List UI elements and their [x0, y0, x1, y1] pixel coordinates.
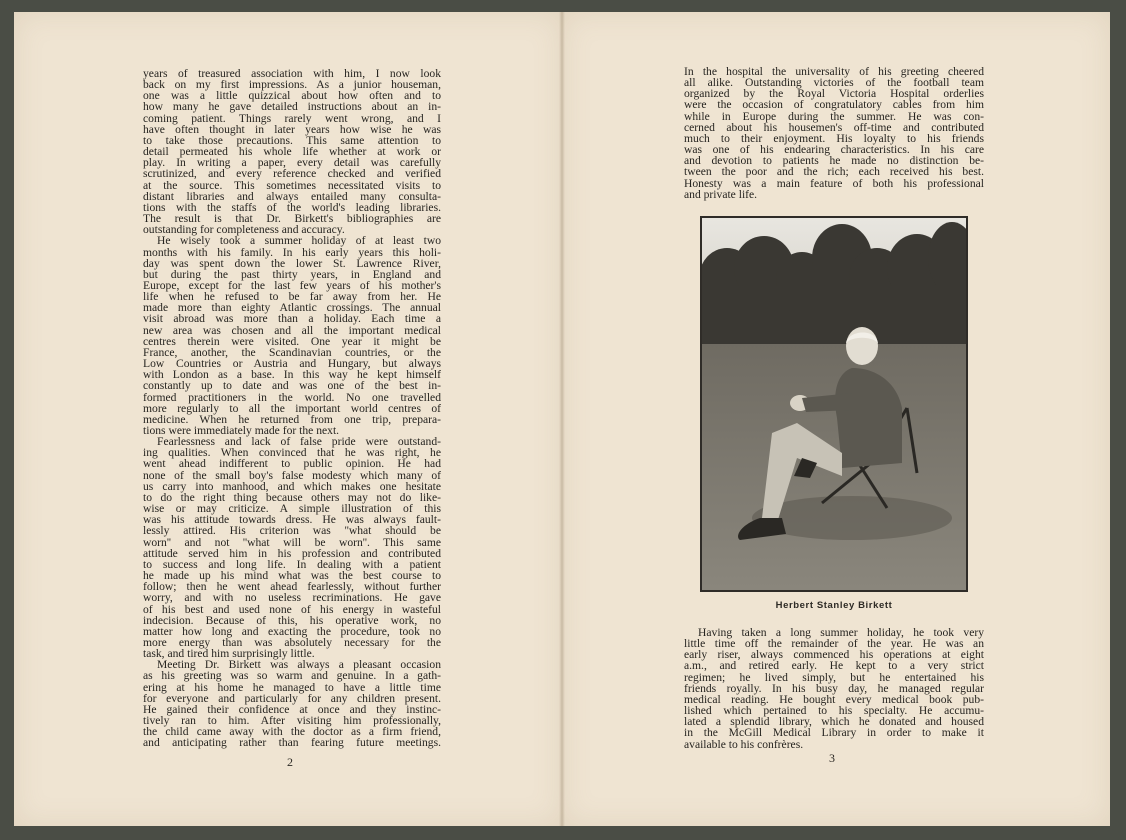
- text-line: coming patient. Things rarely went wrong, and I: [143, 111, 441, 125]
- portrait-photo-drawing: [702, 218, 966, 590]
- text-line: lished which pertained to his specialty. He accumu-: [684, 704, 984, 718]
- text-line: tions with the staffs of the world's leading libraries.: [143, 200, 441, 214]
- text-line: a.m., and retired early. He kept to a very strict: [684, 659, 984, 673]
- text-line: Honesty was a main feature of both his professional: [684, 176, 984, 190]
- text-line: scrutinized, and every reference checked and verified: [143, 167, 441, 181]
- text-line: ering at his home he managed to have a little time: [143, 680, 441, 694]
- left-page-number: 2: [287, 755, 293, 769]
- text-line: one was a little quizzical about how often and to: [143, 89, 441, 103]
- text-line: all alike. Outstanding victories of the football team: [684, 76, 984, 90]
- text-line: He gained their confidence at once and they instinc-: [143, 702, 441, 716]
- text-line: and private life.: [684, 187, 758, 201]
- text-line: organized by the Royal Victoria Hospital orderlies: [684, 87, 984, 101]
- text-line: medical reading. He bought every medical book pub-: [684, 692, 984, 706]
- text-line: visit abroad was more than a holiday. Each time a: [143, 312, 441, 326]
- text-line: ing qualities. When convinced that he was right, he: [143, 446, 441, 460]
- text-line: but during the past thirty years, in England and: [143, 267, 441, 281]
- text-line: and devotion to patients he made no distinction be-: [684, 154, 984, 168]
- text-line: and anticipating rather than fearing future meetings.: [143, 736, 441, 750]
- text-line: went ahead indifferent to public opinion. He had: [143, 457, 441, 471]
- text-line: Having taken a long summer holiday, he took very: [698, 626, 984, 639]
- text-line: play. In writing a paper, every detail was carefully: [143, 156, 441, 170]
- text-line: Europe, except for the last few years of his mother's: [143, 278, 441, 292]
- text-line: tween the poor and the rich; each received his best.: [684, 165, 984, 179]
- text-line: day was spent down the lower St. Lawrence River,: [143, 256, 441, 270]
- text-line: with London as a base. In this way he kept himself: [143, 368, 441, 382]
- text-line: lated a splendid library, which he donated and housed: [684, 715, 984, 729]
- text-line: to take those precautions. This same attention to: [143, 133, 441, 147]
- text-line: cerned about his housemen's off-time and contributed: [684, 120, 984, 134]
- text-line: back on my first impressions. As a junior houseman,: [143, 78, 441, 92]
- text-line: for everyone and particularly for any children present.: [143, 691, 441, 705]
- text-line: more regularly to all the important world centres of: [143, 401, 441, 415]
- text-line: much to their enjoyment. His loyalty to his friends: [684, 131, 984, 145]
- text-line: indecision. Because of this, his operative work, no: [143, 613, 441, 627]
- left-text-column: [143, 68, 441, 749]
- text-line: have often thought in later years how wise he was: [143, 122, 441, 136]
- text-line: outstanding for completeness and accuracy.: [143, 223, 345, 237]
- text-line: regimen; he lived simply, but he entertained his: [684, 670, 984, 684]
- text-line: detail permeated his whole life whether at work or: [143, 145, 441, 159]
- text-line: formed practitioners in the world. No one travelled: [143, 390, 441, 404]
- text-line: was one of his endearing characteristics. In his care: [684, 143, 984, 157]
- text-line: were the occasion of congratulatory cables from him: [684, 98, 984, 112]
- text-line: constantly up to date and was one of the best in-: [143, 379, 441, 393]
- text-line: Meeting Dr. Birkett was always a pleasant occasion: [157, 658, 441, 672]
- right-page-number: 3: [829, 751, 835, 765]
- text-line: available to his confrères.: [684, 737, 804, 751]
- text-line: friends royally. In his busy day, he managed regular: [684, 681, 984, 695]
- text-line: worn'' and not ''what will be worn''. This same: [143, 535, 441, 549]
- text-line: of his best and used none of his energy in wasteful: [143, 602, 441, 616]
- text-line: us carry into manhood, and which makes one hesitate: [143, 479, 441, 493]
- text-line: as his greeting was so warm and genuine. In a gath-: [143, 669, 441, 683]
- text-line: tions were immediately made for the next.: [143, 424, 340, 437]
- text-line: to do the right thing because others may not do like-: [143, 490, 441, 504]
- text-line: France, another, the Scandinavian countries, or the: [143, 345, 441, 359]
- text-line: none of the small boy's false modesty which many of: [143, 468, 441, 482]
- text-line: life when he refused to be far away from her. He: [143, 290, 441, 304]
- text-line: wise or may criticize. A simple illustration of this: [143, 502, 441, 516]
- text-line: attitude served him in his profession and contributed: [143, 546, 441, 560]
- text-line: to success and long life. In dealing with a patient: [143, 557, 441, 571]
- text-line: task, and tired him surprisingly little.: [143, 647, 315, 661]
- text-line: was his attitude towards dress. He was always fault-: [143, 513, 441, 527]
- text-line: how many he gave detailed instructions about an in-: [143, 100, 441, 114]
- text-line: years of treasured association with him, I now look: [143, 67, 441, 80]
- text-line: worry, and with no useless recriminations. He gave: [143, 591, 441, 605]
- text-line: the child came away with the doctor as a firm friend,: [143, 725, 441, 739]
- text-line: centres therein were visited. One year it might be: [143, 334, 441, 348]
- text-line: Fearlessness and lack of false pride were outstand-: [157, 435, 441, 449]
- text-line: tively ran to him. After visiting him professionally,: [143, 714, 441, 728]
- portrait-photo: [700, 216, 968, 592]
- text-line: in the McGill Medical Library in order to make it: [684, 726, 984, 740]
- text-line: He wisely took a summer holiday of at least two: [157, 234, 441, 248]
- text-line: more energy than was absolutely necessary for the: [143, 635, 441, 649]
- text-line: matter how long and exacting the procedure, took no: [143, 624, 441, 638]
- text-line: In the hospital the universality of his greeting cheered: [684, 65, 984, 78]
- text-line: new area was chosen and all the important medical: [143, 323, 441, 337]
- text-line: lessly attired. His criterion was ''what should be: [143, 524, 441, 538]
- text-line: early riser, always commenced his operations at eight: [684, 648, 984, 662]
- text-line: he made up his mind what was the best course to: [143, 569, 441, 583]
- text-line: made more than eighty Atlantic crossings. The annual: [143, 301, 441, 315]
- right-text-bottom: [684, 627, 984, 750]
- text-line: little time off the remainder of the year. He was an: [684, 637, 984, 651]
- text-line: follow; then he went ahead fearlessly, without further: [143, 580, 441, 594]
- text-line: at the source. This sometimes necessitated visits to: [143, 178, 441, 192]
- text-line: The result is that Dr. Birkett's bibliographies are: [143, 212, 441, 226]
- text-line: while in Europe during the summer. He was con-: [684, 109, 984, 123]
- text-line: medicine. When he returned from one trip, prepara-: [143, 412, 441, 426]
- center-fold: [559, 12, 565, 826]
- right-text-top: [684, 66, 984, 200]
- text-line: months with his family. In his early years this holi-: [143, 245, 441, 259]
- text-line: distant libraries and always entailed many consulta-: [143, 189, 441, 203]
- photo-caption: Herbert Stanley Birkett: [775, 600, 893, 611]
- text-line: Low Countries or Austria and Hungary, but always: [143, 357, 441, 371]
